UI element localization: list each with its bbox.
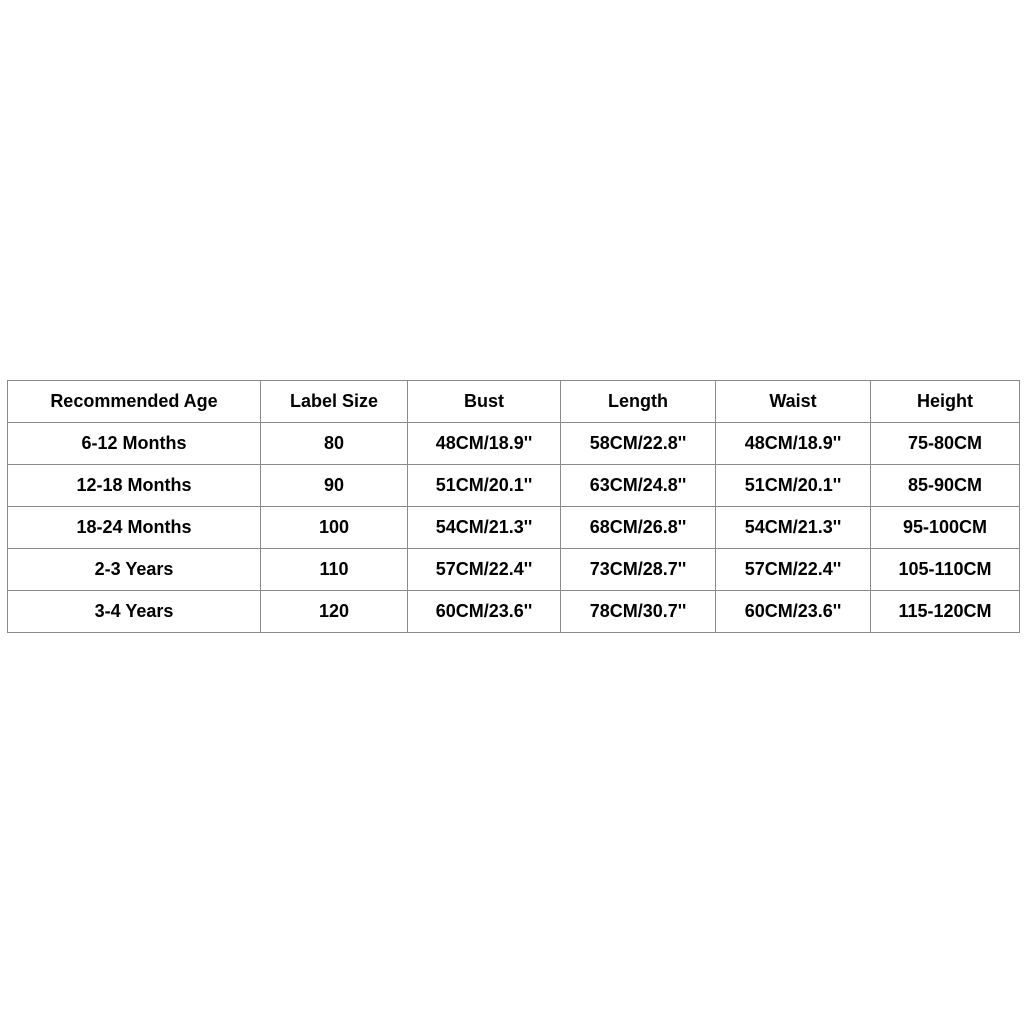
cell-height: 115-120CM [871, 591, 1020, 633]
size-chart-table [7, 380, 1020, 633]
cell-label-size: 120 [261, 591, 408, 633]
cell-label-size: 100 [261, 507, 408, 549]
table-row [8, 465, 1020, 507]
table-row [8, 549, 1020, 591]
header-recommended-age: Recommended Age [8, 381, 261, 423]
cell-height: 105-110CM [871, 549, 1020, 591]
cell-waist: 51CM/20.1'' [716, 465, 871, 507]
cell-height: 95-100CM [871, 507, 1020, 549]
header-length: Length [561, 381, 716, 423]
cell-label-size: 80 [261, 423, 408, 465]
cell-height: 85-90CM [871, 465, 1020, 507]
table-row [8, 423, 1020, 465]
cell-recommended-age: 18-24 Months [8, 507, 261, 549]
cell-length: 78CM/30.7'' [561, 591, 716, 633]
cell-recommended-age: 6-12 Months [8, 423, 261, 465]
header-waist: Waist [716, 381, 871, 423]
cell-waist: 57CM/22.4'' [716, 549, 871, 591]
cell-bust: 54CM/21.3'' [408, 507, 561, 549]
table-row [8, 591, 1020, 633]
cell-bust: 57CM/22.4'' [408, 549, 561, 591]
cell-length: 68CM/26.8'' [561, 507, 716, 549]
cell-length: 58CM/22.8'' [561, 423, 716, 465]
cell-waist: 60CM/23.6'' [716, 591, 871, 633]
cell-height: 75-80CM [871, 423, 1020, 465]
header-bust: Bust [408, 381, 561, 423]
cell-label-size: 110 [261, 549, 408, 591]
cell-bust: 51CM/20.1'' [408, 465, 561, 507]
cell-bust: 60CM/23.6'' [408, 591, 561, 633]
table-row [8, 507, 1020, 549]
cell-waist: 48CM/18.9'' [716, 423, 871, 465]
header-height: Height [871, 381, 1020, 423]
cell-length: 73CM/28.7'' [561, 549, 716, 591]
cell-bust: 48CM/18.9'' [408, 423, 561, 465]
header-row [8, 381, 1020, 423]
header-label-size: Label Size [261, 381, 408, 423]
cell-label-size: 90 [261, 465, 408, 507]
cell-recommended-age: 12-18 Months [8, 465, 261, 507]
cell-waist: 54CM/21.3'' [716, 507, 871, 549]
cell-length: 63CM/24.8'' [561, 465, 716, 507]
cell-recommended-age: 2-3 Years [8, 549, 261, 591]
cell-recommended-age: 3-4 Years [8, 591, 261, 633]
